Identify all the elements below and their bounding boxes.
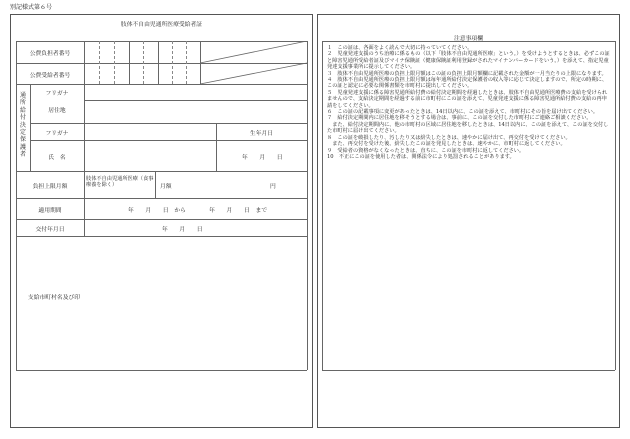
municipality-label: 支給市町村名及び印	[27, 295, 81, 301]
birth-date-value: 年 月 日	[242, 155, 283, 161]
note-9: ９ 受給者の資格がなくなったときは、直ちに、この証を市町村に返してください。	[327, 147, 525, 154]
name-label: 氏 名	[48, 155, 66, 161]
form-number: 別記様式第６号	[10, 4, 53, 11]
note-5: ５ 児童発達支援に係る障害児通所給付費の給付決定期間を経過したときは、肢体不自由児通所医療費の支給を受けられませんので、支給決定期間を経過する前に市町村にこの証を添えて、児童発達支援に係る障害児通所給付費の支給の再申請をしてください。	[327, 89, 608, 109]
furigana-label-1: フリガナ	[45, 91, 69, 97]
recipient-number-label: 公費受給者番号	[29, 73, 71, 79]
note-7: ７ 給付決定期間内に居住地を移そうとする場合は、事前に、この証を交付した市町村にご連絡ご相談ください。	[327, 115, 592, 122]
payer-number-label: 公費負担者番号	[29, 51, 71, 57]
guardian-side-label: 通所給付決定保護者	[19, 92, 26, 159]
address-label: 居住地	[48, 108, 66, 114]
period-value: 年 月 日 から 年 月 日 まで	[128, 208, 268, 214]
issue-date-label: 交付年月日	[35, 227, 65, 233]
period-label: 適用期間	[38, 208, 62, 214]
note-7b: また、給付決定期間内に、他の市町村の区域に居住地を移したときは、14日以内に、この証を添えて、この証を交付した市町村に届け出てください。	[327, 121, 609, 135]
note-8b: また、再交付を受けた後、紛失したこの証を発見したときは、速やかに、市町村に返してください。	[327, 141, 566, 148]
notes-title: 注意事項欄	[454, 36, 483, 42]
note-8: ８ この証を破損したり、汚したり又は紛失したときは、速やかに届け出て、再交付を受けてください。	[327, 134, 571, 141]
limit-label: 負担上限月額	[32, 184, 68, 190]
note-6: ６ この証の記載事項に変更があったときは、14日以内に、この証を添えて、市町村にその旨を届け出てください。	[327, 109, 599, 116]
limit-description: 肢体不自由児通所医療（食事療養を除く）	[86, 176, 154, 189]
birth-date-label: 生年月日	[249, 131, 274, 137]
yen-label: 円	[270, 184, 276, 190]
note-2: ２ 児童発達支援のうち治療に係るもの（以下「肢体不自由児通所医療」という。）を受けようとするときは、必ずこの証と障害児通所受給者証及びマイナ保険証（健康保険証利用登録がされたマイナンバーカードをいう。）を添えて、指定児童発達支援事業所に提示してください。	[327, 51, 610, 71]
note-3: ３ 肢体不自由児通所医療の負担上限月額はこの証の負担上限月額欄に記載された金額が一月当たりの上限になります。	[327, 70, 607, 77]
furigana-label-2: フリガナ	[45, 131, 69, 137]
issue-date-value: 年 月 日	[162, 227, 203, 233]
notes-list	[327, 45, 611, 160]
note-1: １ この証は、各面をよく読んで大切に持っていてください。	[327, 45, 473, 51]
monthly-label: 月額	[160, 184, 172, 190]
note-4: ４ 肢体不自由児通所医療の負担上限月額は毎年通所給付決定保護者の収入等に応じて決定しますので、所定の時期に、この証と認定に必要な関係書類を市町村に提出してください。	[327, 77, 608, 90]
diagonal-strike	[200, 41, 307, 84]
form-title: 肢体不自由児通所医療受給者証	[120, 22, 203, 28]
note-10: 10 不正にこの証を使用した者は、関係法令により処罰されることがあります。	[327, 153, 515, 160]
